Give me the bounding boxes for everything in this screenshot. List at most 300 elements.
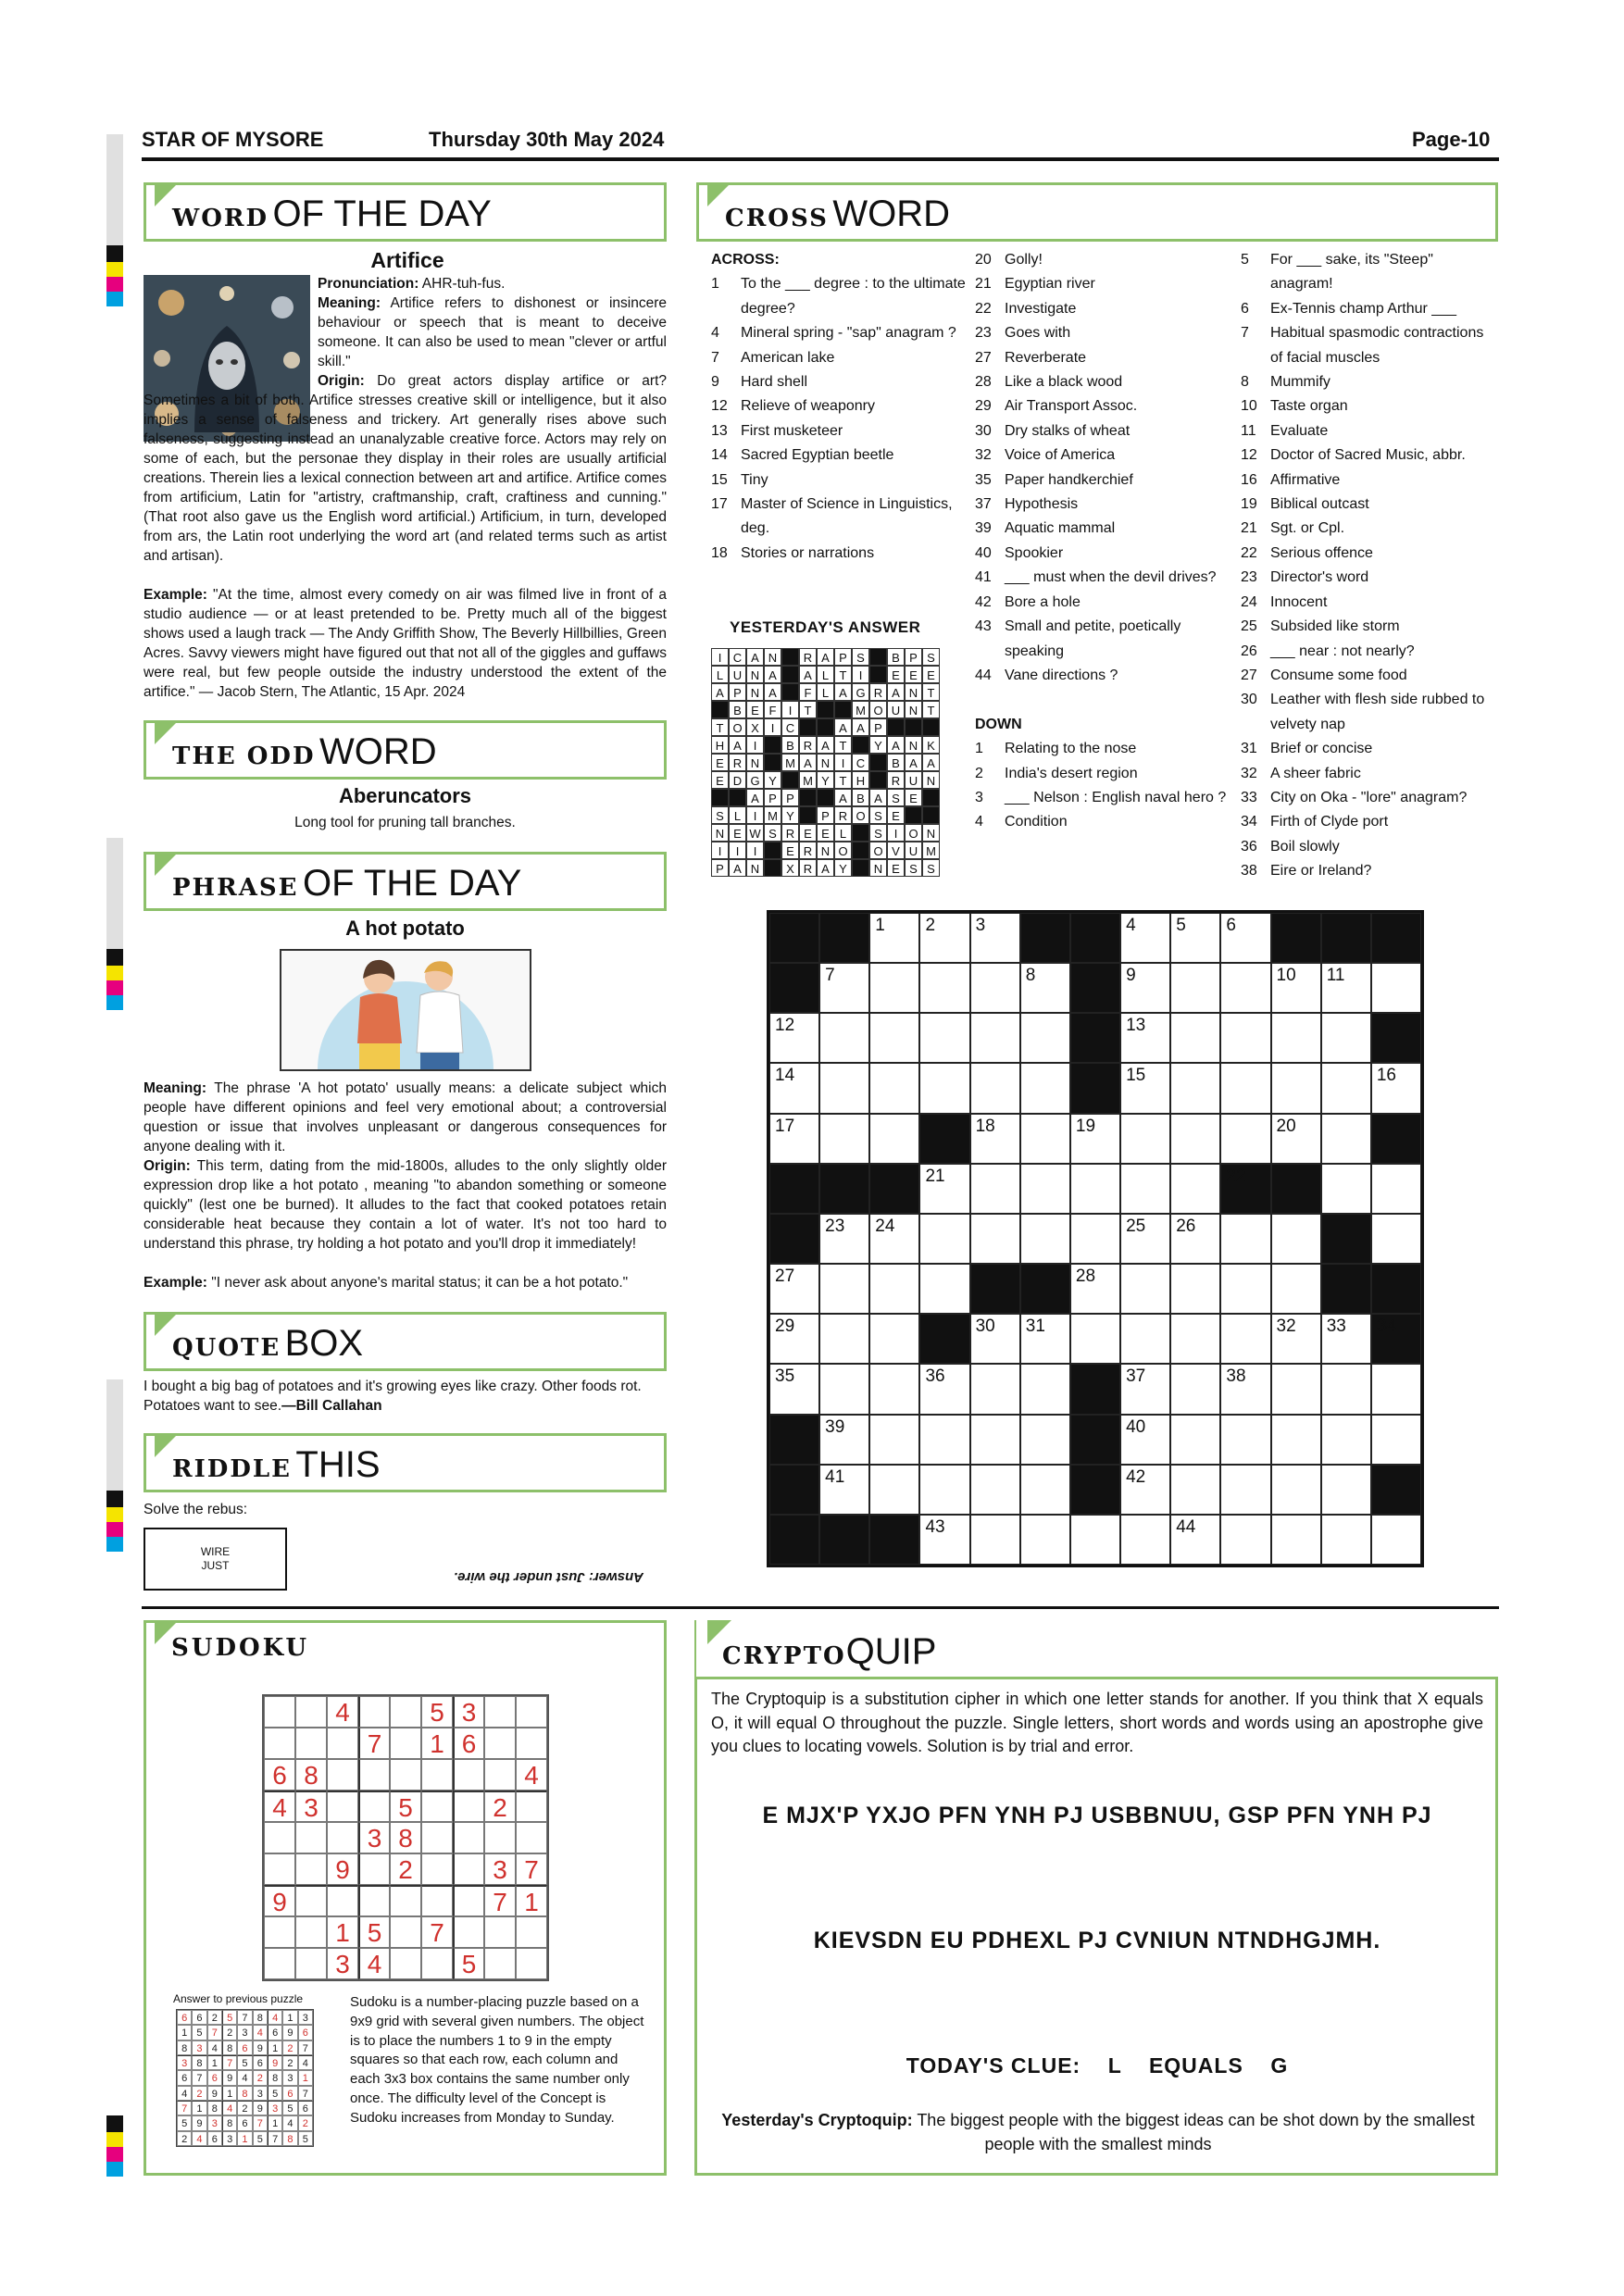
- sudoku-cell[interactable]: [453, 1853, 484, 1885]
- crossword-cell[interactable]: [1371, 1415, 1421, 1465]
- sudoku-cell[interactable]: [327, 1759, 358, 1791]
- crossword-clue: [711, 443, 968, 468]
- clue-number: 13: [711, 422, 728, 439]
- answer-cell: B: [781, 736, 799, 754]
- crossword-cell[interactable]: [1271, 1314, 1321, 1364]
- word-of-day-example: Example: "At the time, almost every comedy on air was filmed live in front of a studio audience — or at least pretended to be. Pretty much all of the biggest shows used a laugh track — The Andy Griffith Show, The Beverly Hillbillies, Green Acres. Savvy viewers might have figured out that not all of the giggles and guffaws were real, but few people outside the industry understood the extent of the artifice." — Jacob Stern, The Atlantic, 15 Apr. 2024: [144, 587, 667, 700]
- answer-cell: T: [711, 718, 729, 736]
- crossword-black-cell: [769, 1415, 819, 1465]
- crossword-clue: [975, 493, 1234, 517]
- crossword-cell[interactable]: [919, 1164, 969, 1214]
- crossword-clue: [1241, 517, 1498, 541]
- crossword-cell[interactable]: [1220, 1264, 1270, 1314]
- crossword-cell[interactable]: [1120, 1515, 1170, 1565]
- crossword-cell[interactable]: [919, 1063, 969, 1113]
- crossword-cell[interactable]: [1371, 1164, 1421, 1214]
- crossword-cell[interactable]: [1070, 1164, 1120, 1214]
- sudoku-cell[interactable]: [421, 1822, 453, 1853]
- crossword-cell[interactable]: [1220, 1415, 1270, 1465]
- crossword-cell[interactable]: [1120, 1364, 1170, 1414]
- sudoku-cell: 6: [207, 2070, 222, 2085]
- sudoku-cell: 2: [222, 2025, 237, 2040]
- crossword-clue: [1241, 419, 1498, 443]
- crossword-cell[interactable]: [970, 1364, 1020, 1414]
- clue-number: 8: [1241, 374, 1249, 391]
- registration-yellow: [106, 1507, 123, 1522]
- answer-cell: R: [729, 754, 746, 771]
- crossword-cell[interactable]: [769, 1364, 819, 1414]
- sudoku-cell: 6: [253, 2055, 268, 2070]
- answer-cell: X: [781, 859, 799, 877]
- crossword-cell[interactable]: [869, 1013, 919, 1063]
- crossword-clue: [711, 346, 968, 370]
- clue-number: 38: [1241, 863, 1257, 880]
- crossword-cell[interactable]: [869, 963, 919, 1013]
- clue-text: Innocent: [1270, 593, 1328, 610]
- riddle-title: RIDDLE THIS: [144, 1433, 667, 1492]
- crossword-black-cell: [769, 1465, 819, 1515]
- clue-number: 24: [1241, 593, 1257, 610]
- crossword-cell[interactable]: [1120, 1415, 1170, 1465]
- answer-cell: N: [905, 701, 922, 718]
- sudoku-cell[interactable]: [264, 1822, 295, 1853]
- sudoku-cell[interactable]: [327, 1728, 358, 1759]
- crossword-cell[interactable]: [1070, 1114, 1120, 1164]
- crossword-cell[interactable]: [1020, 1415, 1070, 1465]
- sudoku-cell: 3: [192, 2040, 206, 2055]
- clue-text: India's desert region: [1005, 765, 1138, 781]
- sudoku-cell: 8: [268, 2070, 282, 2085]
- registration-cyan: [106, 995, 123, 1010]
- crossword-cell[interactable]: [919, 1515, 969, 1565]
- answer-cell: [852, 842, 869, 859]
- crossword-cell[interactable]: [1120, 1164, 1170, 1214]
- sudoku-cell[interactable]: [327, 1822, 358, 1853]
- crossword-black-cell: [1070, 1415, 1120, 1465]
- crossword-cell[interactable]: [1120, 1264, 1170, 1314]
- crossword-clue: [1241, 859, 1498, 883]
- sudoku-cell[interactable]: [390, 1916, 421, 1948]
- cryptoquip-intro: The Cryptoquip is a substitution cipher in which one letter stands for another. If you think that X equals O, it will equal O throughout the puzzle. Single letters, short words and words using an apostrophe give you clues to locating vowels. Solution is by trial and error.: [711, 1690, 1483, 1755]
- answer-cell: R: [869, 683, 887, 701]
- crossword-cell[interactable]: [769, 1114, 819, 1164]
- crossword-cell[interactable]: [1120, 913, 1170, 963]
- registration-magenta: [106, 277, 123, 292]
- sudoku-cell[interactable]: [390, 1696, 421, 1728]
- sudoku-cell: 9: [222, 2070, 237, 2085]
- crossword-cell[interactable]: [1220, 1465, 1270, 1515]
- sudoku-cell[interactable]: [516, 1791, 547, 1822]
- crossword-cell[interactable]: [869, 1264, 919, 1314]
- sudoku-cell: 6: [268, 2025, 282, 2040]
- crossword-cell[interactable]: [1020, 963, 1070, 1013]
- sudoku-cell[interactable]: [516, 1822, 547, 1853]
- crossword-cell[interactable]: [1220, 1515, 1270, 1565]
- crossword-cell[interactable]: [919, 1264, 969, 1314]
- clue-text: Egyptian river: [1005, 276, 1095, 293]
- crossword-black-cell: [1371, 913, 1421, 963]
- crossword-cell[interactable]: [1271, 1063, 1321, 1113]
- crossword-cell[interactable]: [1271, 1415, 1321, 1465]
- sudoku-cell[interactable]: [453, 1822, 484, 1853]
- sudoku-cell[interactable]: [484, 1948, 516, 1979]
- crossword-cell[interactable]: [1321, 1063, 1371, 1113]
- crossword-cell[interactable]: [1220, 1364, 1270, 1414]
- crossword-cell[interactable]: [1170, 1114, 1220, 1164]
- sudoku-cell[interactable]: [264, 1696, 295, 1728]
- sudoku-cell[interactable]: [421, 1885, 453, 1916]
- crossword-cell[interactable]: [1170, 1063, 1220, 1113]
- clue-number: 20: [975, 252, 992, 268]
- clue-number: 29: [975, 398, 992, 415]
- crossword-cell-number: 10: [1276, 966, 1296, 986]
- crossword-cell[interactable]: [819, 1465, 869, 1515]
- crossword-cell[interactable]: [1321, 1164, 1371, 1214]
- clue-text: Tiny: [741, 471, 768, 488]
- crossword-cell-number: 26: [1176, 1216, 1196, 1236]
- crossword-cell[interactable]: [919, 1013, 969, 1063]
- crossword-cell[interactable]: [1020, 1314, 1070, 1364]
- crossword-cell[interactable]: [1170, 1415, 1220, 1465]
- crossword-cell[interactable]: [1170, 1164, 1220, 1214]
- crossword-cell[interactable]: [970, 913, 1020, 963]
- crossword-cell[interactable]: [1070, 1515, 1120, 1565]
- sudoku-cell[interactable]: [390, 1728, 421, 1759]
- crossword-cell[interactable]: [1271, 1013, 1321, 1063]
- crossword-cell[interactable]: [919, 1364, 969, 1414]
- crossword-cell[interactable]: [1220, 1063, 1270, 1113]
- crossword-cell[interactable]: [1271, 1364, 1321, 1414]
- sudoku-cell: 6: [453, 1728, 484, 1759]
- crossword-cell[interactable]: [1271, 1264, 1321, 1314]
- sudoku-cell[interactable]: [295, 1696, 327, 1728]
- crossword-cell[interactable]: [819, 1214, 869, 1264]
- sudoku-cell: 2: [282, 2055, 297, 2070]
- answer-cell: E: [781, 842, 799, 859]
- crossword-cell[interactable]: [1371, 963, 1421, 1013]
- crossword-cell[interactable]: [769, 1264, 819, 1314]
- answer-cell: I: [711, 842, 729, 859]
- crossword-cell[interactable]: [1020, 1063, 1070, 1113]
- crossword-clue: [1241, 370, 1498, 394]
- quote-title: QUOTE BOX: [144, 1312, 667, 1371]
- sudoku-cell[interactable]: [484, 1822, 516, 1853]
- sudoku-cell: 7: [253, 2115, 268, 2130]
- clue-text: Leather with flesh side rubbed to velvety nap: [1270, 692, 1485, 732]
- crossword-clue: [975, 737, 1234, 761]
- answer-cell: P: [817, 806, 834, 824]
- crossword-cell[interactable]: [769, 1013, 819, 1063]
- crossword-cell[interactable]: [1020, 1013, 1070, 1063]
- crossword-grid[interactable]: [767, 910, 1424, 1567]
- crossword-cell[interactable]: [819, 1013, 869, 1063]
- crossword-cell[interactable]: [1371, 1214, 1421, 1264]
- crossword-cell[interactable]: [819, 1264, 869, 1314]
- crossword-black-cell: [970, 1264, 1020, 1314]
- sudoku-cell[interactable]: [295, 1885, 327, 1916]
- answer-cell: T: [799, 701, 817, 718]
- sudoku-cell[interactable]: [421, 1791, 453, 1822]
- crossword-cell[interactable]: [869, 1063, 919, 1113]
- crossword-cell[interactable]: [1070, 1314, 1120, 1364]
- crossword-cell[interactable]: [1020, 1164, 1070, 1214]
- crossword-cell[interactable]: [1170, 1465, 1220, 1515]
- crossword-clue: [975, 517, 1234, 541]
- sudoku-cell[interactable]: [264, 1853, 295, 1885]
- sudoku-cell: 7: [177, 2101, 192, 2115]
- crossword-cell[interactable]: [1170, 1214, 1220, 1264]
- crossword-cell[interactable]: [970, 1114, 1020, 1164]
- crossword-cell[interactable]: [1321, 1364, 1371, 1414]
- crossword-cell[interactable]: [1371, 1364, 1421, 1414]
- sudoku-cell[interactable]: [516, 1916, 547, 1948]
- crossword-cell[interactable]: [869, 1214, 919, 1264]
- crossword-cell-number: 43: [925, 1516, 945, 1537]
- sudoku-cell[interactable]: [390, 1885, 421, 1916]
- crossword-cell[interactable]: [919, 1465, 969, 1515]
- answer-cell: S: [764, 824, 781, 842]
- sudoku-cell[interactable]: [453, 1791, 484, 1822]
- crossword-cell[interactable]: [819, 1364, 869, 1414]
- registration-yellow: [106, 262, 123, 277]
- crossword-cell[interactable]: [1170, 1314, 1220, 1364]
- answer-cell: O: [905, 824, 922, 842]
- answer-cell: X: [746, 718, 764, 736]
- crossword-cell[interactable]: [1120, 963, 1170, 1013]
- answer-cell: L: [711, 666, 729, 683]
- answer-cell: O: [729, 718, 746, 736]
- crossword-cell[interactable]: [1170, 1013, 1220, 1063]
- answer-cell: E: [817, 824, 834, 842]
- crossword-cell[interactable]: [1070, 1214, 1120, 1264]
- crossword-cell-number: 33: [1326, 1316, 1346, 1337]
- sudoku-cell[interactable]: [421, 1759, 453, 1791]
- crossword-cell[interactable]: [869, 1415, 919, 1465]
- sudoku-cell: 7: [298, 2086, 313, 2101]
- sudoku-cell[interactable]: [390, 1759, 421, 1791]
- sudoku-cell: 9: [253, 2040, 268, 2055]
- answer-cell: N: [746, 683, 764, 701]
- crossword-cell[interactable]: [1120, 1314, 1170, 1364]
- answer-cell: I: [746, 736, 764, 754]
- crossword-cell[interactable]: [970, 1214, 1020, 1264]
- sudoku-cell: 2: [282, 2040, 297, 2055]
- sudoku-cell[interactable]: [484, 1759, 516, 1791]
- answer-cell: [764, 842, 781, 859]
- crossword-cell[interactable]: [1271, 1114, 1321, 1164]
- crossword-cell[interactable]: [1120, 1063, 1170, 1113]
- crossword-cell[interactable]: [1271, 1515, 1321, 1565]
- clue-number: 16: [1241, 471, 1257, 488]
- crossword-cell[interactable]: [1321, 1314, 1371, 1364]
- crossword-cell[interactable]: [1120, 1214, 1170, 1264]
- sudoku-cell[interactable]: [327, 1791, 358, 1822]
- sudoku-cell: 3: [207, 2115, 222, 2130]
- crossword-cell[interactable]: [869, 913, 919, 963]
- crossword-cell[interactable]: [869, 1314, 919, 1364]
- sudoku-cell: 1: [207, 2055, 222, 2070]
- crossword-cell-number: 36: [925, 1366, 945, 1387]
- crossword-cell[interactable]: [1020, 1114, 1070, 1164]
- crossword-cell[interactable]: [1170, 1515, 1220, 1565]
- crossword-cell-number: 34: [1376, 1316, 1396, 1337]
- clue-text: Relating to the nose: [1005, 741, 1137, 757]
- answer-cell: G: [852, 683, 869, 701]
- crossword-cell[interactable]: [1371, 1063, 1421, 1113]
- sudoku-cell[interactable]: [358, 1696, 390, 1728]
- crossword-cell[interactable]: [1321, 1013, 1371, 1063]
- crossword-cell[interactable]: [970, 1164, 1020, 1214]
- crossword-cell[interactable]: [819, 1415, 869, 1465]
- crossword-cell[interactable]: [1220, 1314, 1270, 1364]
- crossword-cell[interactable]: [1170, 963, 1220, 1013]
- crossword-cell[interactable]: [1070, 1264, 1120, 1314]
- crossword-cell-number: 7: [825, 966, 835, 986]
- clue-number: 39: [975, 520, 992, 537]
- crossword-cell[interactable]: [819, 963, 869, 1013]
- crossword-cell[interactable]: [919, 913, 969, 963]
- crossword-black-cell: [1371, 1314, 1421, 1364]
- crossword-cell[interactable]: [1371, 1515, 1421, 1565]
- crossword-cell[interactable]: [869, 1114, 919, 1164]
- crossword-cell[interactable]: [970, 1415, 1020, 1465]
- sudoku-cell[interactable]: [453, 1759, 484, 1791]
- crossword-cell[interactable]: [1220, 963, 1270, 1013]
- sudoku-cell[interactable]: [484, 1696, 516, 1728]
- crossword-black-cell: [1020, 913, 1070, 963]
- crossword-cell[interactable]: [919, 1214, 969, 1264]
- sudoku-cell[interactable]: [295, 1728, 327, 1759]
- crossword-cell[interactable]: [869, 1364, 919, 1414]
- crossword-black-cell: [1220, 1164, 1270, 1214]
- crossword-cell[interactable]: [1020, 1515, 1070, 1565]
- crossword-cell[interactable]: [970, 1515, 1020, 1565]
- crossword-cell[interactable]: [1321, 1114, 1371, 1164]
- crossword-cell[interactable]: [1220, 913, 1270, 963]
- crossword-cell[interactable]: [819, 1314, 869, 1364]
- crossword-cell[interactable]: [1170, 1264, 1220, 1314]
- clue-number: 6: [1241, 300, 1249, 317]
- crossword-clue: [975, 566, 1234, 590]
- sudoku-cell[interactable]: [264, 1948, 295, 1979]
- crossword-cell[interactable]: [1220, 1114, 1270, 1164]
- answer-cell: A: [711, 683, 729, 701]
- sudoku-cell: 8: [282, 2131, 297, 2146]
- sudoku-cell[interactable]: [358, 1759, 390, 1791]
- sudoku-cell[interactable]: [421, 1948, 453, 1979]
- sudoku-cell[interactable]: [390, 1948, 421, 1979]
- crossword-cell[interactable]: [1120, 1013, 1170, 1063]
- sudoku-cell[interactable]: [327, 1885, 358, 1916]
- crossword-cell[interactable]: [819, 1114, 869, 1164]
- answer-cell: A: [764, 666, 781, 683]
- clue-number: 40: [975, 544, 992, 561]
- crossword-cell[interactable]: [919, 1415, 969, 1465]
- crossword-cell[interactable]: [1020, 1214, 1070, 1264]
- sudoku-cell[interactable]: [264, 1728, 295, 1759]
- sudoku-cell[interactable]: [264, 1916, 295, 1948]
- sudoku-cell[interactable]: [358, 1853, 390, 1885]
- sudoku-cell[interactable]: [484, 1728, 516, 1759]
- crossword-cell[interactable]: [1321, 1515, 1371, 1565]
- crossword-cell[interactable]: [970, 1465, 1020, 1515]
- sudoku-cell[interactable]: [421, 1853, 453, 1885]
- crossword-cell[interactable]: [819, 1063, 869, 1113]
- sudoku-cell[interactable]: [516, 1948, 547, 1979]
- sudoku-cell[interactable]: [358, 1885, 390, 1916]
- sudoku-cell[interactable]: [453, 1916, 484, 1948]
- crossword-cell[interactable]: [1020, 1364, 1070, 1414]
- rebus-line-2: JUST: [201, 1559, 230, 1572]
- answer-cell: S: [922, 859, 940, 877]
- sudoku-cell[interactable]: [295, 1948, 327, 1979]
- answer-cell: [799, 806, 817, 824]
- crossword-cell[interactable]: [970, 1063, 1020, 1113]
- crossword-cell[interactable]: [1170, 913, 1220, 963]
- crossword-cell[interactable]: [970, 963, 1020, 1013]
- sudoku-cell[interactable]: [516, 1696, 547, 1728]
- sudoku-grid[interactable]: [262, 1694, 549, 1981]
- crossword-cell[interactable]: [1120, 1114, 1170, 1164]
- sudoku-cell[interactable]: [516, 1728, 547, 1759]
- crossword-cell[interactable]: [970, 1314, 1020, 1364]
- answer-cell: [922, 718, 940, 736]
- crossword-cell[interactable]: [1120, 1465, 1170, 1515]
- crossword-cell[interactable]: [970, 1013, 1020, 1063]
- sudoku-cell[interactable]: [453, 1885, 484, 1916]
- crossword-cell[interactable]: [1170, 1364, 1220, 1414]
- sudoku-cell[interactable]: [295, 1822, 327, 1853]
- crossword-cell[interactable]: [769, 1063, 819, 1113]
- answer-cell: E: [729, 824, 746, 842]
- sudoku-description: Sudoku is a number-placing puzzle based on a 9x9 grid with several given numbers. The object is to place the numbers 1 to 9 in the empty squares so that each row, each column and each 3x3 box contains the same number only once. The difficulty level of the Concept is Sudoku increases from Monday to Sunday.: [350, 1994, 644, 2126]
- crossword-cell[interactable]: [919, 963, 969, 1013]
- crossword-cell[interactable]: [1321, 1465, 1371, 1515]
- crossword-cell[interactable]: [1220, 1013, 1270, 1063]
- answer-cell: C: [781, 718, 799, 736]
- sudoku-cell: 7: [222, 2055, 237, 2070]
- previous-sudoku-answer: [176, 2009, 314, 2147]
- crossword-cell[interactable]: [869, 1465, 919, 1515]
- crossword-cell[interactable]: [1271, 1214, 1321, 1264]
- crossword-cell[interactable]: [1321, 963, 1371, 1013]
- answer-cell: M: [764, 806, 781, 824]
- crossword-cell[interactable]: [1321, 1415, 1371, 1465]
- sudoku-cell[interactable]: [295, 1853, 327, 1885]
- answer-cell: A: [799, 666, 817, 683]
- sudoku-cell[interactable]: [484, 1916, 516, 1948]
- answer-cell: [781, 683, 799, 701]
- crossword-cell[interactable]: [1020, 1465, 1070, 1515]
- sudoku-cell[interactable]: [358, 1791, 390, 1822]
- crossword-cell[interactable]: [769, 1314, 819, 1364]
- crossword-cell[interactable]: [1271, 963, 1321, 1013]
- answer-cell: A: [764, 683, 781, 701]
- crossword-cell[interactable]: [1271, 1465, 1321, 1515]
- answer-cell: O: [869, 842, 887, 859]
- sudoku-cell: 7: [516, 1853, 547, 1885]
- sudoku-cell: 5: [282, 2101, 297, 2115]
- clue-number: 30: [975, 422, 992, 439]
- clue-text: Master of Science in Linguistics, deg.: [741, 496, 953, 537]
- answer-cell: E: [905, 666, 922, 683]
- crossword-cell[interactable]: [1220, 1214, 1270, 1264]
- sudoku-cell[interactable]: [295, 1916, 327, 1948]
- crossword-cell-number: 40: [1126, 1416, 1146, 1437]
- answer-cell: N: [817, 842, 834, 859]
- answer-cell: U: [905, 842, 922, 859]
- sudoku-cell: 1: [298, 2070, 313, 2085]
